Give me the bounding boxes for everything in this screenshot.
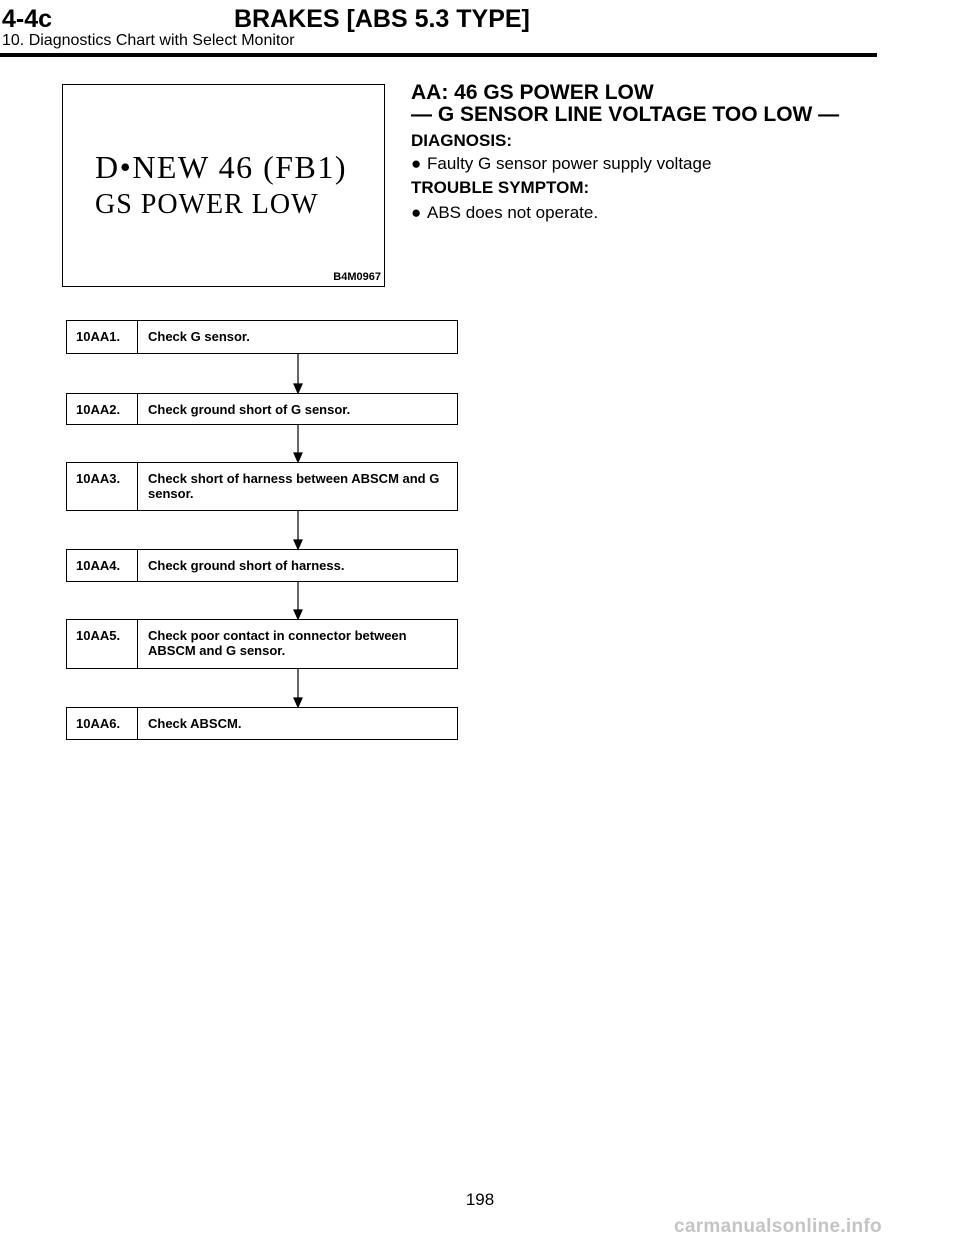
- flow-arrowhead: [294, 384, 302, 393]
- diagnosis-label: DIAGNOSIS:: [411, 131, 513, 150]
- step-text: Check ground short of harness.: [148, 558, 345, 573]
- step-text: Check poor contact in connector between ABSCM and G sensor.: [148, 628, 407, 658]
- step-text: Check G sensor.: [148, 329, 250, 344]
- step-text: Check ABSCM.: [148, 716, 242, 731]
- section-code: 4-4c: [2, 5, 53, 33]
- step-10aa1[interactable]: [66, 320, 458, 354]
- flow-arrowhead: [294, 698, 302, 707]
- display-line-1: D•NEW 46 (FB1): [95, 149, 348, 185]
- watermark: carmanualsonline.info: [674, 1216, 882, 1237]
- trouble-symptom-label: TROUBLE SYMPTOM:: [411, 178, 590, 197]
- step-10aa5[interactable]: [66, 619, 458, 669]
- step-text: Check short of harness between ABSCM and G sensor.: [148, 471, 440, 501]
- step-code: 10AA5.: [67, 620, 138, 668]
- step-10aa6[interactable]: [66, 707, 458, 740]
- display-line-2: GS POWER LOW: [95, 189, 319, 220]
- step-code: 10AA4.: [67, 550, 138, 581]
- step-code: 10AA3.: [67, 463, 138, 510]
- flow-arrowhead: [294, 610, 302, 619]
- chapter-title: BRAKES [ABS 5.3 TYPE]: [234, 5, 530, 33]
- step-code: 10AA1.: [67, 321, 138, 353]
- diagnosis-item-text: Faulty G sensor power supply voltage: [427, 154, 712, 173]
- step-code: 10AA6.: [67, 708, 138, 739]
- section-subtitle: — G SENSOR LINE VOLTAGE TOO LOW —: [411, 103, 840, 126]
- flow-arrowhead: [294, 453, 302, 462]
- figure-id: B4M0967: [333, 271, 381, 283]
- bullet-icon: ●: [411, 203, 422, 222]
- step-code: 10AA2.: [67, 394, 138, 424]
- step-10aa3[interactable]: [66, 462, 458, 511]
- step-text: Check ground short of G sensor.: [148, 402, 351, 417]
- bullet-icon: ●: [411, 154, 422, 173]
- chapter-subtitle: 10. Diagnostics Chart with Select Monitor: [2, 32, 295, 49]
- step-10aa2[interactable]: [66, 393, 458, 425]
- symptom-item-text: ABS does not operate.: [427, 203, 599, 222]
- flow-arrowhead: [294, 540, 302, 549]
- section-title: AA: 46 GS POWER LOW: [411, 81, 654, 104]
- step-10aa4[interactable]: [66, 549, 458, 582]
- page-number: 198: [465, 1190, 495, 1209]
